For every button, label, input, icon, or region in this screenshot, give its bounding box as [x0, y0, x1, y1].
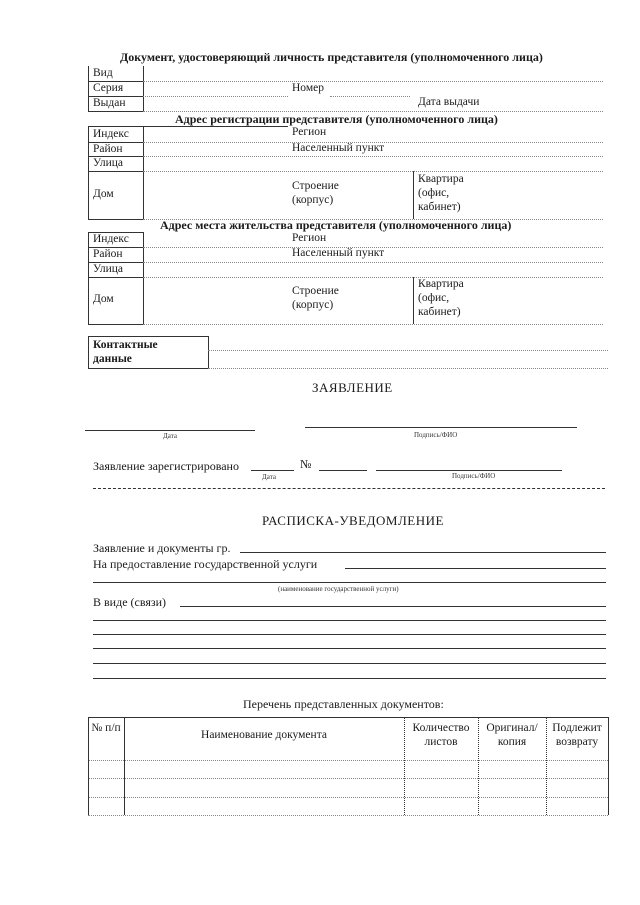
for-service-label: На предоставление государственной услуги [93, 557, 318, 571]
res-nas-punkt-label: Населенный пункт [292, 247, 385, 259]
res-rayon-label: Район [93, 248, 123, 260]
reg-region-label: Регион [292, 126, 327, 138]
res-address-title: Адрес места жительства представителя (уполномоченного лица) [160, 218, 512, 232]
reg-ulitsa-label: Улица [93, 157, 123, 169]
col-name-header: Наименование документа [201, 729, 327, 741]
col-original-header: Оригинал/ копия [486, 722, 538, 748]
reg-dom-label: Дом [93, 188, 114, 200]
statement-title: ЗАЯВЛЕНИЕ [312, 380, 393, 395]
seria-label: Серия [93, 82, 124, 94]
reg-kvartira-label: Квартира (офис, кабинет) [418, 173, 464, 213]
service-caption: (наименование государственной услуги) [278, 585, 399, 593]
registered-no-label: № [300, 457, 312, 471]
res-kvartira-label: Квартира (офис, кабинет) [418, 278, 464, 318]
vydan-label: Выдан [93, 97, 126, 109]
docs-from-label: Заявление и документы гр. [93, 541, 231, 555]
res-dom-label: Дом [93, 293, 114, 305]
statement-sign-caption: Подпись/ФИО [414, 431, 458, 439]
reg-stroenie-label: Строение (корпус) [292, 180, 339, 206]
nomer-label: Номер [292, 82, 324, 94]
res-index-label: Индекс [93, 233, 129, 245]
vid-label: Вид [93, 67, 113, 79]
docs-list-title: Перечень представленных документов: [243, 697, 444, 711]
reg-rayon-label: Район [93, 143, 123, 155]
col-return-header: Подлежит возврату [552, 722, 602, 748]
res-ulitsa-label: Улица [93, 263, 123, 275]
receipt-title: РАСПИСКА-УВЕДОМЛЕНИЕ [262, 513, 444, 528]
reg-nas-punkt-label: Населенный пункт [292, 142, 385, 154]
registered-label: Заявление зарегистрировано [93, 459, 239, 473]
in-form-label: В виде (связи) [93, 595, 167, 609]
rep-doc-title: Документ, удостоверяющий личность представителя (уполномоченного лица) [120, 50, 543, 64]
contacts-label: Контактные данные [93, 339, 158, 365]
reg-index-label: Индекс [93, 128, 129, 140]
registered-date-caption: Дата [262, 473, 276, 481]
statement-date-caption: Дата [163, 432, 177, 440]
reg-address-title: Адрес регистрации представителя (уполномоченного лица) [175, 112, 498, 126]
res-stroenie-label: Строение (корпус) [292, 285, 339, 311]
col-no-header: № п/п [91, 722, 121, 734]
data-vydachi-label: Дата выдачи [418, 96, 480, 108]
registered-sign-caption: Подпись/ФИО [452, 472, 496, 480]
res-region-label: Регион [292, 232, 327, 244]
col-count-header: Количество листов [412, 722, 470, 748]
